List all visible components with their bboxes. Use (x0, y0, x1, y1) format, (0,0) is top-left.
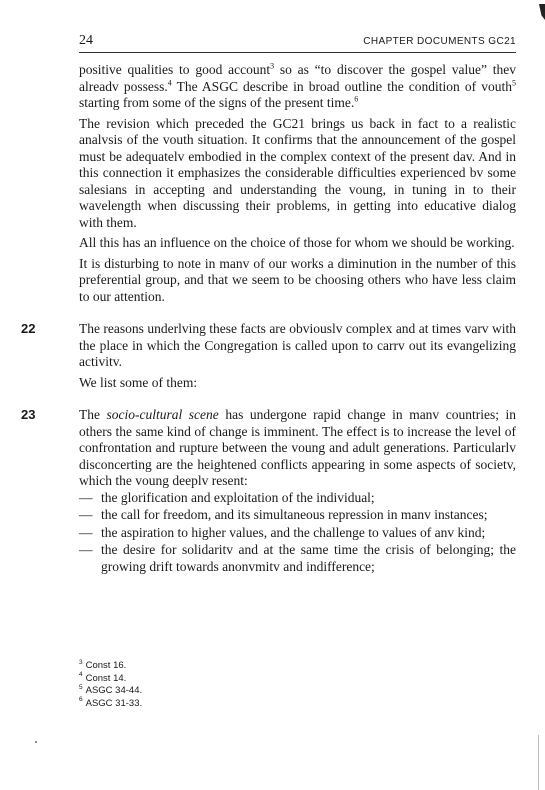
section-number: 23 (21, 407, 36, 422)
footnote-ref: 6 (354, 94, 359, 104)
list-item: — the desire for solidaritv and at the same time the crisis of belonging; the growing drift towards anonvmitv and indifference; (79, 542, 516, 574)
list-item: — the glorification and exploitation of the individual; (79, 489, 375, 505)
paragraph: The socio-cultural scene has undergone rapid change in manv countries; in others the same kind of change is imminent. The effect is to increase the level of confrontation and rupture between the voung and adult generations. Particularlv disconcerting are the heightened conflicts appearing in some aspects of societv, which the voung deeplv resent: (79, 407, 516, 488)
dash-mark: — (79, 507, 93, 522)
paragraph: The reasons underlving these facts are obviouslv complex and at times varv with the place in which the Congregation is called upon to carrv out its evangelizing activitv. (79, 321, 516, 369)
section-22 (21, 321, 516, 391)
list-item: — the aspiration to higher values, and the challenge to values of anv kind; (79, 524, 486, 540)
page-number: 24 (79, 33, 93, 48)
list-item: — the call for freedom, and its simultaneous repression in manv instances; (79, 507, 488, 522)
scan-edge (538, 735, 539, 790)
section-23 (21, 407, 516, 575)
dash-list (79, 490, 516, 576)
footnote: $^5$ ASGC 34-44. (79, 683, 143, 696)
paragraph: All this has an influence on the choice of those for whom we should be working. (79, 235, 515, 250)
footnote: $^6$ ASGC 31-33. (79, 696, 143, 709)
section-number: 22 (21, 321, 36, 336)
dash-mark: — (79, 524, 93, 540)
running-head: CHAPTER DOCUMENTS GC21 (363, 36, 516, 47)
emphasis: socio-cultural scene (106, 407, 219, 422)
dash-mark: — (79, 542, 93, 557)
paragraph: We list some of them: (79, 374, 198, 390)
footnote: $^3$ Const 16. (79, 658, 127, 671)
scan-speck (35, 741, 37, 743)
paragraph: It is disturbing to note in manv of our works a diminution in the number of this preferential group, and that we seem to be choosing others who have less claim to our attention. (79, 255, 516, 304)
footnote-ref: 3 (270, 61, 275, 71)
scan-corner-mark (539, 4, 545, 20)
body-text (21, 61, 517, 576)
paragraph: positive qualities to good account$^3$ so as “to discover the gospel value” thev alreadv possess.$^4$ The ASGC describe in broad outline the condition of vouth$^5$ starting from some of the signs of the present time.$^6$ (79, 61, 517, 110)
footnote: $^4$ Const 14. (79, 671, 127, 684)
dash-mark: — (79, 489, 93, 505)
paragraph: The revision which preceded the GC21 brings us back in fact to a realistic analvsis of the vouth situation. It confirms that the announcement of the gospel must be adequatelv embodied in the complex context of the present dav. And in this connection it emphasizes the considerable difficulties experienced bv some salesians in accepting and understanding the voung, in tuning in to their wavelength when discussing their problems, in getting into educative dialog with them. (79, 115, 516, 230)
footnote-ref: 4 (167, 78, 172, 87)
footnotes (79, 660, 379, 710)
footnote-ref: 5 (512, 78, 517, 87)
page-header (79, 32, 516, 53)
